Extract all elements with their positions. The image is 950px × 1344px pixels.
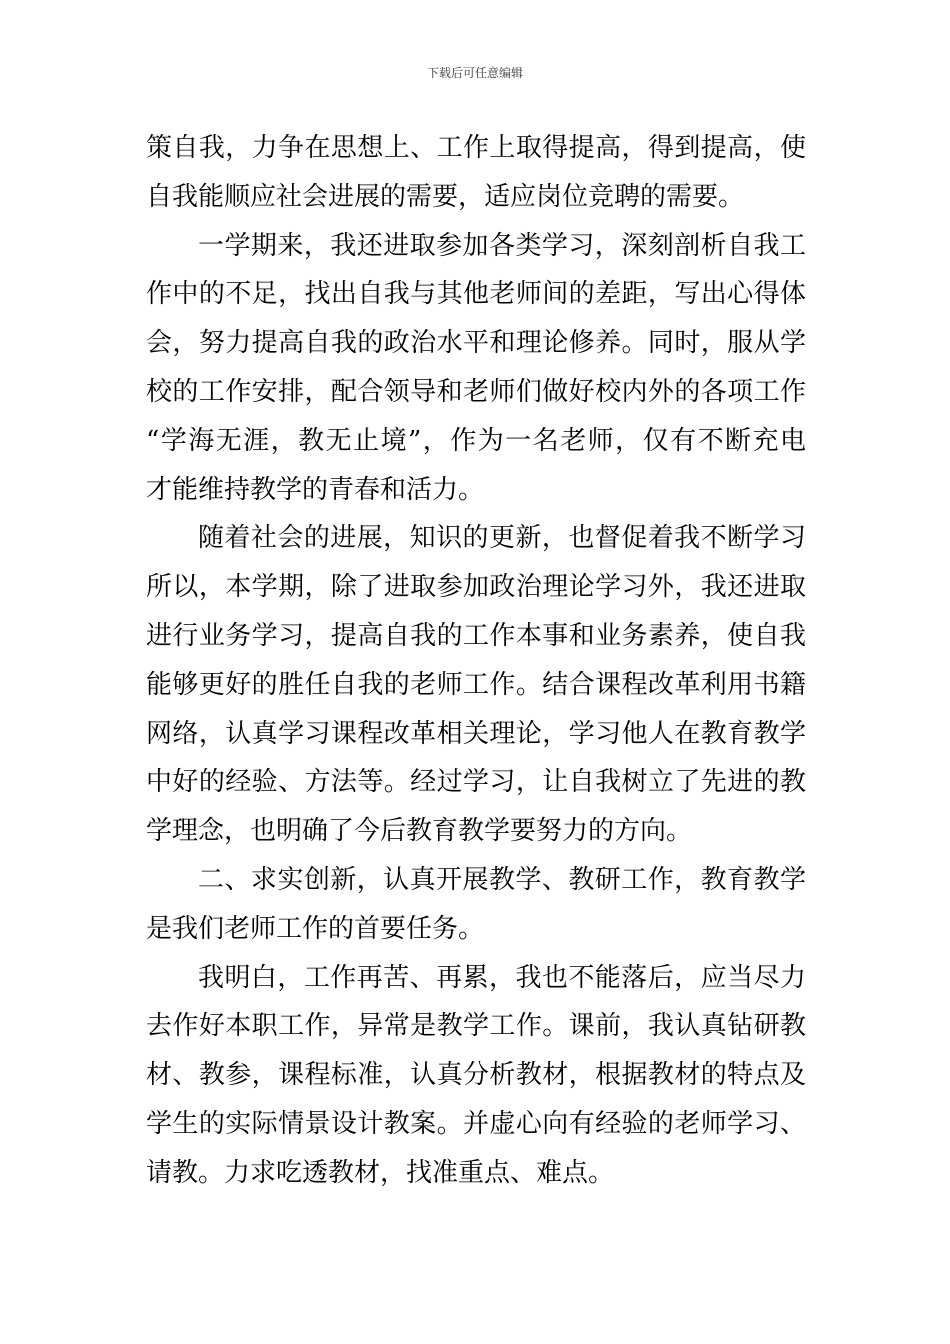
text-line: 材、教参，课程标准，认真分析教材，根据教材的特点及 [146,1060,806,1091]
text-line: 请教。力求吃透教材，找准重点、难点。 [146,1157,615,1188]
text-line: 一学期来，我还进取参加各类学习，深刻剖析自我工 [198,230,806,261]
paragraph [146,124,806,222]
text-line: 我明白，工作再苦、再累，我也不能落后，应当尽力 [198,962,806,993]
text-line: “学海无涯，教无止境”，作为一名老师，仅有不断充电 [146,425,806,456]
paragraph [146,856,806,954]
text-line: 所以，本学期，除了进取参加政治理论学习外，我还进取 [146,572,806,603]
paragraph [146,514,806,856]
text-line: 才能维持教学的青春和活力。 [146,474,485,505]
text-line: 自我能顺应社会进展的需要，适应岗位竞聘的需要。 [146,181,745,212]
text-line: 中好的经验、方法等。经过学习，让自我树立了先进的教 [146,767,806,798]
text-line: 策自我，力争在思想上、工作上取得提高，得到提高，使 [146,133,806,163]
text-line: 校的工作安排，配合领导和老师们做好校内外的各项工作 [146,376,806,407]
paragraph [146,954,806,1198]
text-line: 学理念，也明确了今后教育教学要努力的方向。 [146,816,693,847]
text-line: 网络，认真学习课程改革相关理论，学习他人在教育教学 [146,718,806,749]
page-header: 下载后可任意编辑 [426,66,523,80]
text-line: 能够更好的胜任自我的老师工作。结合课程改革利用书籍 [146,669,806,700]
text-line: 二、求实创新，认真开展教学、教研工作，教育教学 [198,864,806,895]
document-body [146,124,806,1198]
text-line: 是我们老师工作的首要任务。 [146,913,485,944]
text-line: 学生的实际情景设计教案。并虚心向有经验的老师学习、 [146,1108,806,1139]
text-line: 随着社会的进展，知识的更新，也督促着我不断学习 [198,523,806,554]
text-line: 作中的不足，找出自我与其他老师间的差距，写出心得体 [146,279,806,310]
text-line: 会，努力提高自我的政治水平和理论修养。同时，服从学 [146,328,806,359]
text-line: 去作好本职工作，异常是教学工作。课前，我认真钻研教 [146,1011,806,1042]
paragraph [146,222,806,515]
text-line: 进行业务学习，提高自我的工作本事和业务素养，使自我 [146,620,806,651]
